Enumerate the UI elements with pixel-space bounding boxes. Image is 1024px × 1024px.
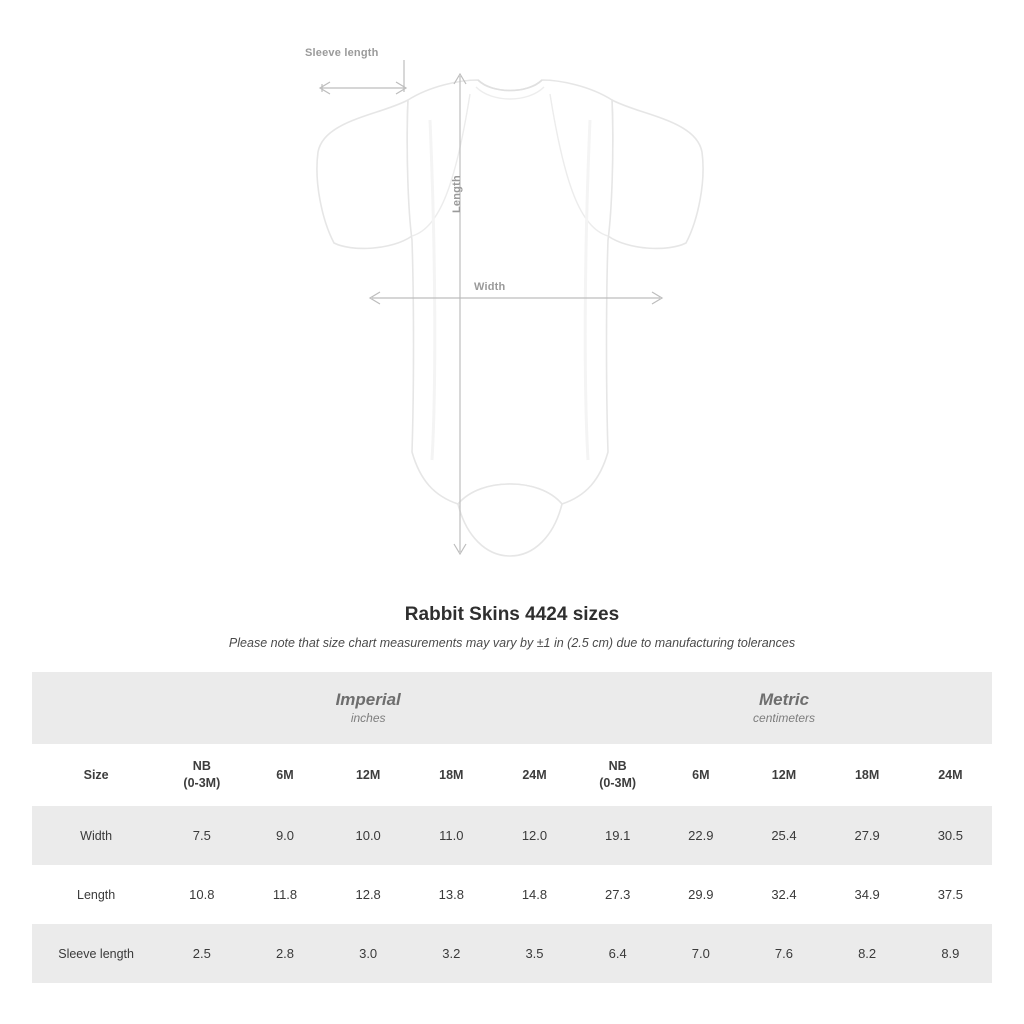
cell-length-24m-cm: 37.5 <box>909 865 992 924</box>
unit-corner-cell <box>32 672 160 744</box>
annotation-width: Width <box>474 281 506 293</box>
size-chart-table <box>32 672 992 983</box>
table-row <box>32 865 992 924</box>
col-header-6m-imperial: 6M <box>243 744 326 806</box>
cell-length-12m-in: 12.8 <box>327 865 410 924</box>
cell-width-nb-in: 7.5 <box>160 806 243 865</box>
cell-length-6m-in: 11.8 <box>243 865 326 924</box>
cell-width-18m-in: 11.0 <box>410 806 493 865</box>
cell-length-nb-in: 10.8 <box>160 865 243 924</box>
col-header-24m-metric: 24M <box>909 744 992 806</box>
unit-group-imperial <box>160 672 576 744</box>
cell-sleeve-12m-cm: 7.6 <box>742 924 825 983</box>
cell-width-12m-cm: 25.4 <box>742 806 825 865</box>
col-header-18m-metric: 18M <box>826 744 909 806</box>
col-header-main: NB <box>192 759 211 774</box>
unit-imperial-name: Imperial <box>335 689 401 709</box>
col-header-18m-imperial: 18M <box>410 744 493 806</box>
table-row <box>32 924 992 983</box>
unit-group-metric <box>576 672 992 744</box>
cell-width-6m-cm: 22.9 <box>659 806 742 865</box>
annotation-length: Length <box>451 175 463 213</box>
cell-width-18m-cm: 27.9 <box>826 806 909 865</box>
tolerance-note: Please note that size chart measurements may vary by ±1 in (2.5 cm) due to manufacturing tolerances <box>228 636 796 650</box>
cell-width-nb-cm: 19.1 <box>576 806 659 865</box>
cell-sleeve-18m-cm: 8.2 <box>826 924 909 983</box>
table-row <box>32 806 992 865</box>
row-label-length: Length <box>32 865 160 924</box>
col-header-24m-imperial: 24M <box>493 744 576 806</box>
cell-sleeve-24m-in: 3.5 <box>493 924 576 983</box>
header-size-label: Size <box>32 744 160 806</box>
col-header-main: NB <box>608 759 627 774</box>
cell-sleeve-24m-cm: 8.9 <box>909 924 992 983</box>
col-header-6m-metric: 6M <box>659 744 742 806</box>
cell-width-12m-in: 10.0 <box>327 806 410 865</box>
cell-width-24m-cm: 30.5 <box>909 806 992 865</box>
title-block <box>0 604 1024 650</box>
size-chart-wrapper <box>32 672 992 983</box>
col-header-sub: (0-3M) <box>599 776 637 790</box>
cell-width-24m-in: 12.0 <box>493 806 576 865</box>
col-header-nb-imperial <box>160 744 243 806</box>
row-label-width: Width <box>32 806 160 865</box>
col-header-nb-metric <box>576 744 659 806</box>
unit-header-row <box>32 672 992 744</box>
cell-sleeve-nb-in: 2.5 <box>160 924 243 983</box>
col-header-12m-imperial: 12M <box>327 744 410 806</box>
col-header-12m-metric: 12M <box>742 744 825 806</box>
cell-length-18m-cm: 34.9 <box>826 865 909 924</box>
cell-sleeve-12m-in: 3.0 <box>327 924 410 983</box>
cell-length-6m-cm: 29.9 <box>659 865 742 924</box>
unit-imperial-sub: inches <box>350 711 386 726</box>
annotation-sleeve-length: Sleeve length <box>305 47 379 59</box>
cell-length-18m-in: 13.8 <box>410 865 493 924</box>
cell-length-nb-cm: 27.3 <box>576 865 659 924</box>
col-header-sub: (0-3M) <box>183 776 221 790</box>
cell-length-24m-in: 14.8 <box>493 865 576 924</box>
unit-metric-name: Metric <box>759 689 810 709</box>
cell-sleeve-6m-cm: 7.0 <box>659 924 742 983</box>
cell-width-6m-in: 9.0 <box>243 806 326 865</box>
row-label-sleeve-length: Sleeve length <box>32 924 160 983</box>
cell-sleeve-18m-in: 3.2 <box>410 924 493 983</box>
unit-metric-sub: centimeters <box>753 711 816 726</box>
bodysuit-graphic <box>300 60 720 560</box>
cell-sleeve-nb-cm: 6.4 <box>576 924 659 983</box>
size-header-row <box>32 744 992 806</box>
cell-length-12m-cm: 32.4 <box>742 865 825 924</box>
cell-sleeve-6m-in: 2.8 <box>243 924 326 983</box>
page-title: Rabbit Skins 4424 sizes <box>404 604 620 625</box>
